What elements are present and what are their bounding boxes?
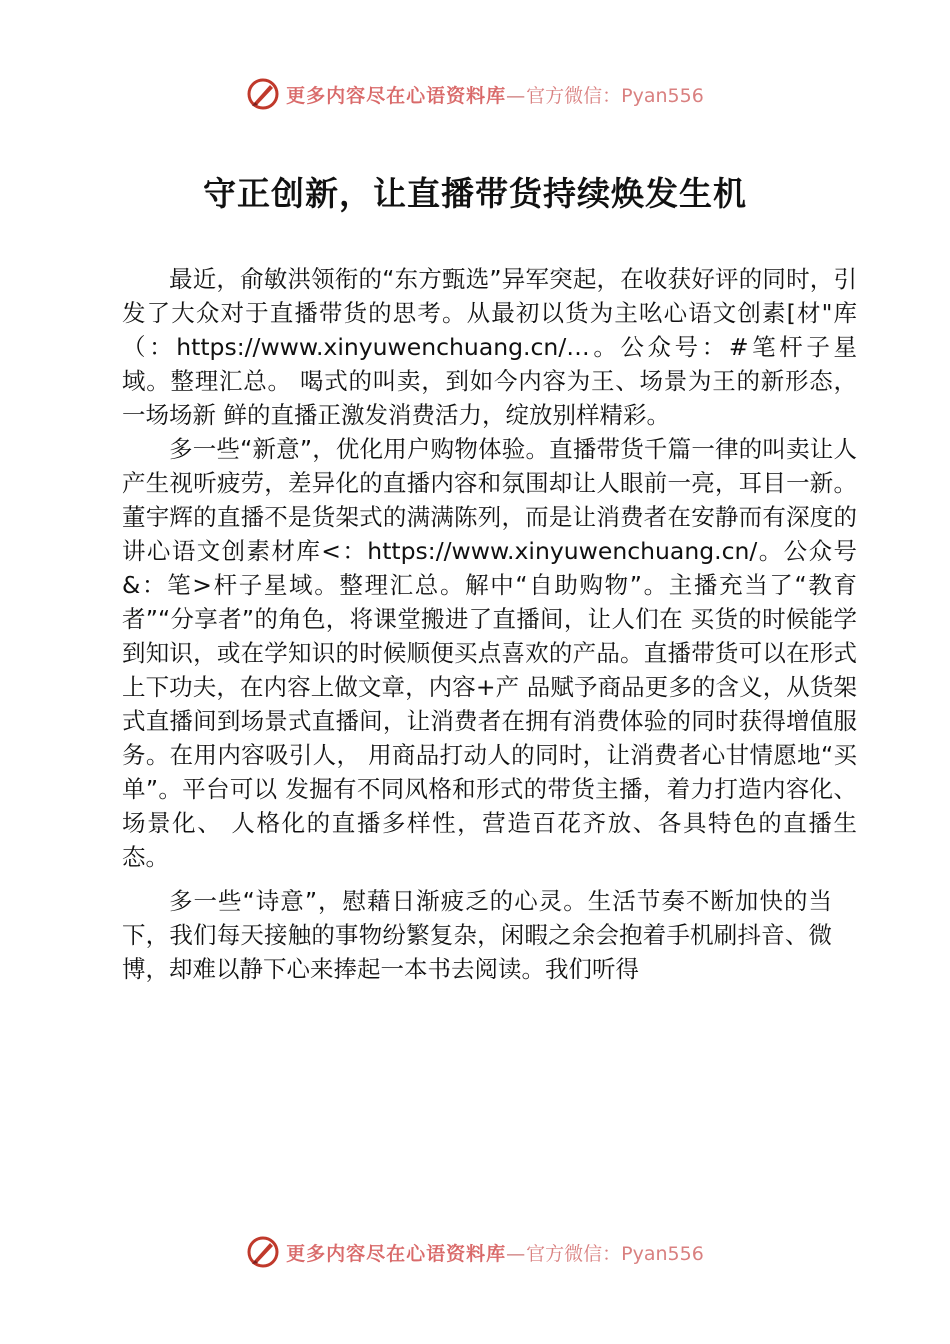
header-banner-text: [286, 81, 704, 108]
header-banner-main: 更多内容尽在心语资料库: [286, 84, 507, 107]
footer-banner-separator: —: [506, 1242, 527, 1265]
pen-nib-logo-icon: [246, 1235, 280, 1269]
footer-banner-wechat: 官方微信：Pyan556: [526, 1242, 704, 1265]
paragraph-2: 多一些“新意”，优化用户购物体验。直播带货千篇一律的叫卖让人产生视听疲劳，差异化的直播内容和氛围却让人眼前一亮，耳目一新。董宇辉的直播不是货架式的满满陈列，而是让消费者在安静而有深度的讲心语文创素材库<：https://www.xinyuwenchuang.cn/。公众号&：笔>杆子星域。整理汇总。解中“自助购物”。主播充当了“教育者”“分享者”的角色，将课堂搬进了直播间，让人们在 买货的时候能学到知识，或在学知识的时候顺便买点喜欢的产品。直播带货可以在形式上下功夫，在内容上做文章，内容+产 品赋予商品更多的含义，从货架式直播间到场景式直播间，让消费者在拥有消费体验的同时获得增值服务。在用内容吸引人， 用商品打动人的同时，让消费者心甘情愿地“买单”。平台可以 发掘有不同风格和形式的带货主播，着力打造内容化、场景化、 人格化的直播多样性，营造百花齐放、各具特色的直播生态。: [122, 435, 857, 871]
paragraph-1: 最近，俞敏洪领衔的“东方甄选”异军突起，在收获好评的同时，引发了大众对于直播带货的思考。从最初以货为主吆心语文创素[材"库（：https://www.xinyuwenchuang.cn/…。公众号：#笔杆子星域。整理汇总。 喝式的叫卖，到如今内容为王、场景为王的新形态，一场场新 鲜的直播正激发消费活力，绽放别样精彩。: [122, 265, 857, 429]
article-body: [122, 262, 857, 986]
paragraph-3: 多一些“诗意”，慰藉日渐疲乏的心灵。生活节奏不断加快的当下，我们每天接触的事物纷繁复杂，闲暇之余会抱着手机刷抖音、微博，却难以静下心来捧起一本书去阅读。我们听得: [122, 887, 832, 983]
header-banner-separator: —: [506, 84, 527, 107]
page-title: 守正创新，让直播带货持续焕发生机: [203, 174, 747, 213]
footer-banner: [0, 1232, 950, 1272]
footer-banner-text: [286, 1239, 704, 1266]
header-banner-wechat: 官方微信：Pyan556: [526, 84, 704, 107]
footer-banner-main: 更多内容尽在心语资料库: [286, 1242, 507, 1265]
header-banner: [0, 74, 950, 114]
pen-nib-logo-icon: [246, 77, 280, 111]
